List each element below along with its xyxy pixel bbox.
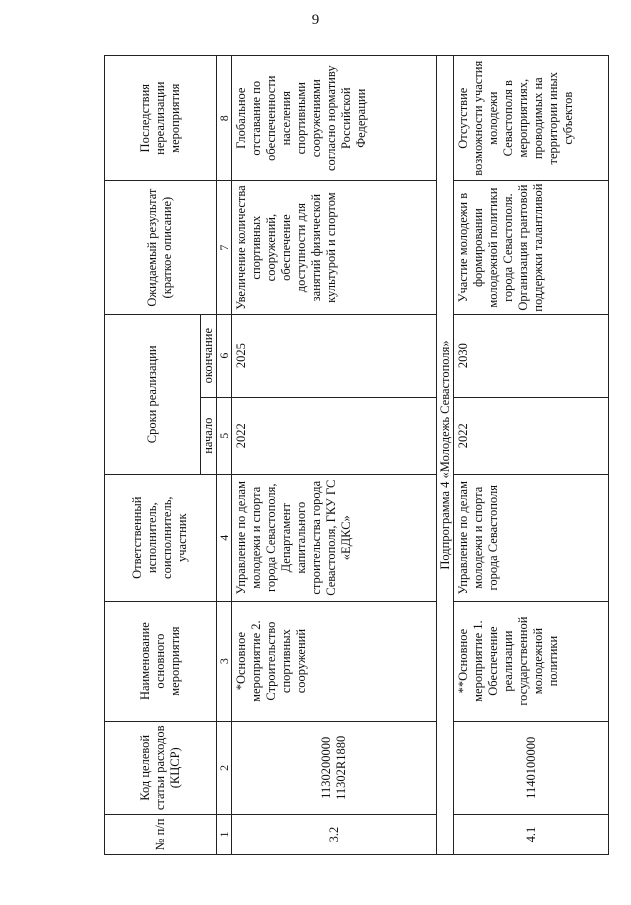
row-event-name: **Основное мероприятие 1. Обеспечение реализации государственной молодежной политики — [454, 601, 609, 721]
row-end: 2025 — [232, 314, 437, 397]
row-start: 2022 — [232, 397, 437, 474]
header-name: Наименование основного мероприятия — [105, 601, 217, 721]
row-consequence: Глобальное отставание по обеспеченности населения спортивными сооружениями согласно нормативу Российской Федерации — [232, 56, 437, 181]
header-consequence: Последствия нереализации мероприятия — [105, 56, 217, 181]
column-number: 8 — [216, 56, 231, 181]
table-row — [232, 56, 437, 855]
column-number: 1 — [216, 814, 231, 854]
row-code: 1140100000 — [454, 721, 609, 814]
row-consequence: Отсутствие возможности участия молодежи Севастополя в мероприятиях, проводимых на территории иных субъектов — [454, 56, 609, 181]
column-number: 5 — [216, 397, 231, 474]
header-end: окончание — [200, 314, 216, 397]
rotated-table-container — [104, 55, 609, 855]
column-number: 3 — [216, 601, 231, 721]
row-result: Увеличение количества спортивных сооружений, обеспечение доступности для занятий физической культурой и спортом — [232, 181, 437, 314]
row-event-name: *Основное мероприятие 2. Строительство спортивных сооружений — [232, 601, 437, 721]
header-terms: Сроки реализации — [105, 314, 201, 474]
header-start: начало — [200, 397, 216, 474]
column-number: 2 — [216, 721, 231, 814]
table-row — [454, 56, 609, 855]
row-start: 2022 — [454, 397, 609, 474]
column-number: 6 — [216, 314, 231, 397]
row-number: 4.1 — [454, 814, 609, 854]
header-executor: Ответственный исполнитель, соисполнитель, участник — [105, 474, 217, 601]
column-number: 7 — [216, 181, 231, 314]
row-number: 3.2 — [232, 814, 437, 854]
row-code: 1130200000 11302R1880 — [232, 721, 437, 814]
section-row — [437, 56, 454, 855]
row-end: 2030 — [454, 314, 609, 397]
column-numbers-row — [216, 56, 231, 855]
events-table — [104, 55, 609, 855]
column-number: 4 — [216, 474, 231, 601]
section-title: Подпрограмма 4 «Молодежь Севастополя» — [437, 56, 454, 855]
row-executor: Управление по делам молодежи и спорта города Севастополя, Департамент капитального строительства города Севастополя, ГКУ ГС «ЕДКС» — [232, 474, 437, 601]
header-result: Ожидаемый результат (краткое описание) — [105, 181, 217, 314]
row-result: Участие молодежи в формировании молодежной политики города Севастополя. Организация грантовой поддержки талантливой — [454, 181, 609, 314]
row-executor: Управление по делам молодежи и спорта города Севастополя — [454, 474, 609, 601]
header-number: № п/п — [105, 814, 217, 854]
header-row — [105, 56, 201, 855]
page-number: 9 — [311, 12, 320, 28]
header-code: Код целевой статьи расходов (КЦСР) — [105, 721, 217, 814]
